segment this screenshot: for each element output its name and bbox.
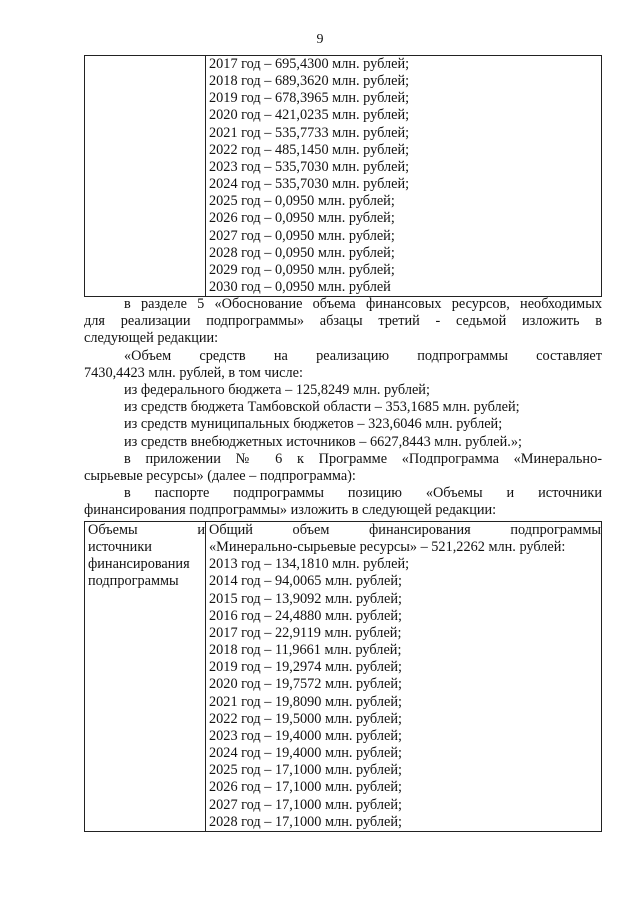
- table1-line: 2017 год – 695,4300 млн. рублей;: [209, 56, 410, 72]
- table1-line: 2023 год – 535,7030 млн. рублей;: [209, 158, 410, 175]
- table1-line: 2030 год – 0,0950 млн. рублей: [209, 279, 391, 296]
- paragraph-municipal-budgets: из средств муниципальных бюджетов – 323,6046 млн. рублей;: [124, 416, 503, 433]
- table1-line: 2028 год – 0,0950 млн. рублей;: [209, 244, 395, 261]
- table2-line: 2017 год – 22,9119 млн. рублей;: [209, 624, 402, 641]
- passport-funding-table: [84, 521, 602, 832]
- table2-line: 2022 год – 19,5000 млн. рублей;: [209, 710, 402, 727]
- table1-line: 2021 год – 535,7733 млн. рублей;: [209, 124, 410, 141]
- table2-line: 2015 год – 13,9092 млн. рублей;: [209, 590, 402, 607]
- table2-value-cell: [206, 522, 602, 832]
- table1-line: 2029 год – 0,0950 млн. рублей;: [209, 261, 395, 278]
- table1-line: 2018 год – 689,3620 млн. рублей;: [209, 73, 410, 90]
- table2-line: 2027 год – 17,1000 млн. рублей;: [209, 796, 402, 813]
- table2-label-line: источники: [88, 539, 152, 556]
- paragraph-passport-line1: в паспорте подпрограммы позицию «Объемы и источники: [124, 485, 602, 502]
- table1-line: 2020 год – 421,0235 млн. рублей;: [209, 107, 410, 124]
- table2-line: 2020 год – 19,7572 млн. рублей;: [209, 676, 402, 693]
- table2-label-line: подпрограммы: [88, 573, 179, 590]
- table1-line: 2027 год – 0,0950 млн. рублей;: [209, 227, 395, 244]
- amendment-text: [84, 296, 602, 520]
- table2-label-line: Объемы и: [88, 522, 205, 538]
- paragraph-federal-budget: из федерального бюджета – 125,8249 млн. рублей;: [124, 382, 430, 399]
- table2-line: 2019 год – 19,2974 млн. рублей;: [209, 659, 402, 676]
- table2-line: 2024 год – 19,4000 млн. рублей;: [209, 745, 402, 762]
- table2-line: 2025 год – 17,1000 млн. рублей;: [209, 762, 402, 779]
- paragraph-volume-line1: «Объем средств на реализацию подпрограммы составляет: [124, 347, 602, 364]
- table2-line: 2028 год – 17,1000 млн. рублей;: [209, 813, 402, 830]
- table2-line: 2013 год – 134,1810 млн. рублей;: [209, 556, 410, 573]
- paragraph-section5-line1: в разделе 5 «Обоснование объема финансовых ресурсов, необходимых: [124, 296, 602, 312]
- table1-line: 2025 год – 0,0950 млн. рублей;: [209, 193, 395, 210]
- paragraph-appendix6-line2: сырьевые ресурсы» (далее – подпрограмма):: [84, 468, 356, 485]
- funding-table-continued: [84, 55, 602, 297]
- paragraph-section5-line3: следующей редакции:: [84, 330, 219, 347]
- paragraph-appendix6-line1: в приложении № 6 к Программе «Подпрограмма «Минерально-: [124, 450, 602, 467]
- table2-total-line1: Общий объем финансирования подпрограммы: [209, 522, 601, 538]
- table2-line: 2016 год – 24,4880 млн. рублей;: [209, 607, 402, 624]
- table1-line: 2022 год – 485,1450 млн. рублей;: [209, 141, 410, 158]
- table1-line: 2024 год – 535,7030 млн. рублей;: [209, 176, 410, 193]
- table2-line: 2023 год – 19,4000 млн. рублей;: [209, 727, 402, 744]
- page-number: 9: [316, 32, 324, 47]
- paragraph-section5-line2: для реализации подпрограммы» абзацы третий - седьмой изложить в: [84, 313, 602, 330]
- paragraph-volume-line2: 7430,4423 млн. рублей, в том числе:: [84, 364, 303, 381]
- table1-line: 2019 год – 678,3965 млн. рублей;: [209, 90, 410, 107]
- table2-line: 2026 год – 17,1000 млн. рублей;: [209, 779, 402, 796]
- table1-label-cell: [85, 56, 206, 297]
- paragraph-extrabudgetary: из средств внебюджетных источников – 6627,8443 млн. рублей.»;: [124, 433, 522, 450]
- paragraph-regional-budget: из средств бюджета Тамбовской области – 353,1685 млн. рублей;: [124, 399, 520, 416]
- table1-value-cell: [206, 56, 602, 297]
- table2-line: 2021 год – 19,8090 млн. рублей;: [209, 693, 402, 710]
- table2-label-line: финансирования: [88, 556, 190, 573]
- table2-line: 2014 год – 94,0065 млн. рублей;: [209, 573, 402, 590]
- table2-line: 2018 год – 11,9661 млн. рублей;: [209, 642, 402, 659]
- paragraph-passport-line2: финансирования подпрограммы» изложить в следующей редакции:: [84, 502, 497, 519]
- table2-total-line2: «Минерально-сырьевые ресурсы» – 521,2262 млн. рублей:: [209, 539, 566, 556]
- table1-line: 2026 год – 0,0950 млн. рублей;: [209, 210, 395, 227]
- table2-label-cell: [85, 522, 206, 832]
